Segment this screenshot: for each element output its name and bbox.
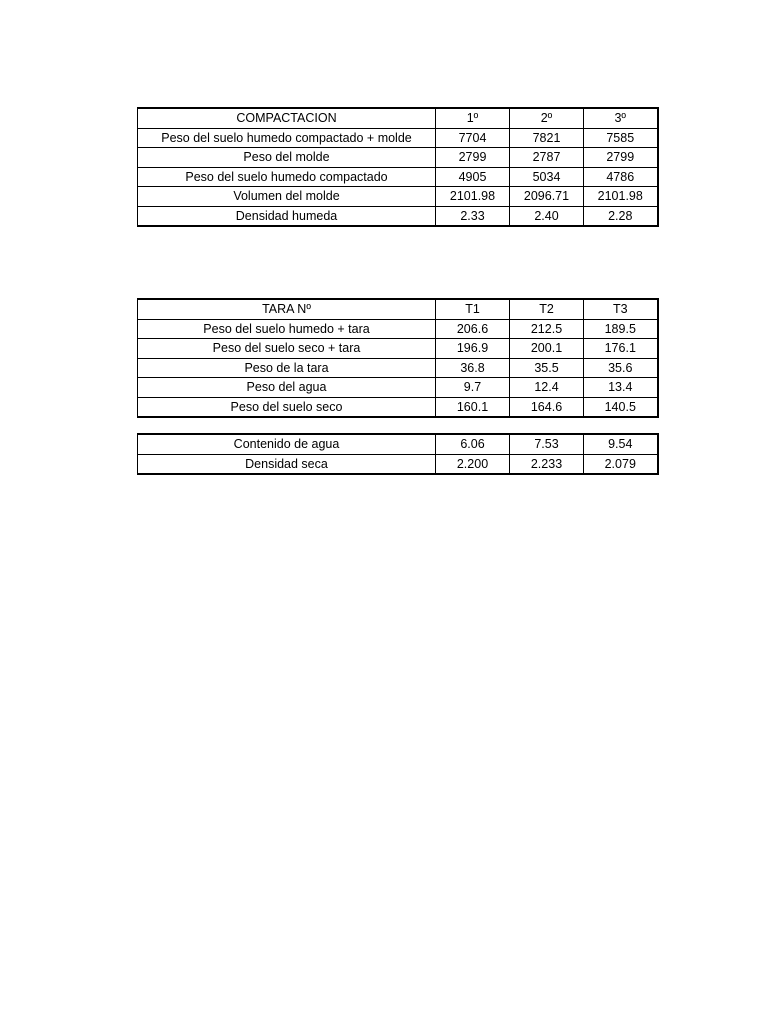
tara-table	[137, 298, 659, 418]
cell-value: 164.6	[510, 397, 584, 417]
cell-value: 13.4	[584, 378, 658, 398]
cell-value: 36.8	[436, 358, 510, 378]
resultados-table	[137, 433, 659, 475]
row-label: Volumen del molde	[138, 187, 436, 207]
header-cell-t2: T2	[510, 299, 584, 319]
table-row	[138, 434, 658, 454]
compactacion-table	[137, 107, 659, 227]
cell-value: 4786	[584, 167, 658, 187]
cell-value: 160.1	[436, 397, 510, 417]
cell-value: 7585	[584, 128, 658, 148]
cell-value: 196.9	[436, 339, 510, 359]
cell-value: 212.5	[510, 319, 584, 339]
row-label: Peso del suelo seco + tara	[138, 339, 436, 359]
table-row	[138, 378, 658, 398]
cell-value: 2787	[510, 148, 584, 168]
cell-value: 2101.98	[584, 187, 658, 207]
table-row	[138, 339, 658, 359]
cell-value: 35.5	[510, 358, 584, 378]
table-row	[138, 167, 658, 187]
cell-value: 176.1	[584, 339, 658, 359]
header-cell-2: 2º	[510, 108, 584, 128]
cell-value: 35.6	[584, 358, 658, 378]
cell-value: 9.7	[436, 378, 510, 398]
table-row	[138, 128, 658, 148]
table-row	[138, 187, 658, 207]
header-cell-3: 3º	[584, 108, 658, 128]
table-row	[138, 148, 658, 168]
row-label: Contenido de agua	[138, 434, 436, 454]
cell-value: 7821	[510, 128, 584, 148]
cell-value: 5034	[510, 167, 584, 187]
header-cell-label: TARA Nº	[138, 299, 436, 319]
row-label: Densidad humeda	[138, 206, 436, 226]
cell-value: 9.54	[584, 434, 658, 454]
row-label: Peso del suelo humedo compactado + molde	[138, 128, 436, 148]
row-label: Peso del suelo humedo compactado	[138, 167, 436, 187]
table-header-row	[138, 108, 658, 128]
cell-value: 7704	[436, 128, 510, 148]
cell-value: 12.4	[510, 378, 584, 398]
cell-value: 2.079	[584, 454, 658, 474]
table-row	[138, 454, 658, 474]
table-row	[138, 319, 658, 339]
cell-value: 7.53	[510, 434, 584, 454]
header-cell-t1: T1	[436, 299, 510, 319]
cell-value: 189.5	[584, 319, 658, 339]
cell-value: 2096.71	[510, 187, 584, 207]
cell-value: 6.06	[436, 434, 510, 454]
row-label: Densidad seca	[138, 454, 436, 474]
cell-value: 2.33	[436, 206, 510, 226]
row-label: Peso del molde	[138, 148, 436, 168]
cell-value: 4905	[436, 167, 510, 187]
table-row	[138, 206, 658, 226]
row-label: Peso del agua	[138, 378, 436, 398]
header-cell-label: COMPACTACION	[138, 108, 436, 128]
cell-value: 2799	[584, 148, 658, 168]
cell-value: 2.40	[510, 206, 584, 226]
cell-value: 2.233	[510, 454, 584, 474]
table-row	[138, 397, 658, 417]
table-header-row	[138, 299, 658, 319]
row-label: Peso del suelo humedo + tara	[138, 319, 436, 339]
cell-value: 140.5	[584, 397, 658, 417]
row-label: Peso de la tara	[138, 358, 436, 378]
header-cell-t3: T3	[584, 299, 658, 319]
cell-value: 206.6	[436, 319, 510, 339]
header-cell-1: 1º	[436, 108, 510, 128]
row-label: Peso del suelo seco	[138, 397, 436, 417]
cell-value: 2799	[436, 148, 510, 168]
table-row	[138, 358, 658, 378]
cell-value: 2101.98	[436, 187, 510, 207]
cell-value: 2.28	[584, 206, 658, 226]
cell-value: 2.200	[436, 454, 510, 474]
cell-value: 200.1	[510, 339, 584, 359]
